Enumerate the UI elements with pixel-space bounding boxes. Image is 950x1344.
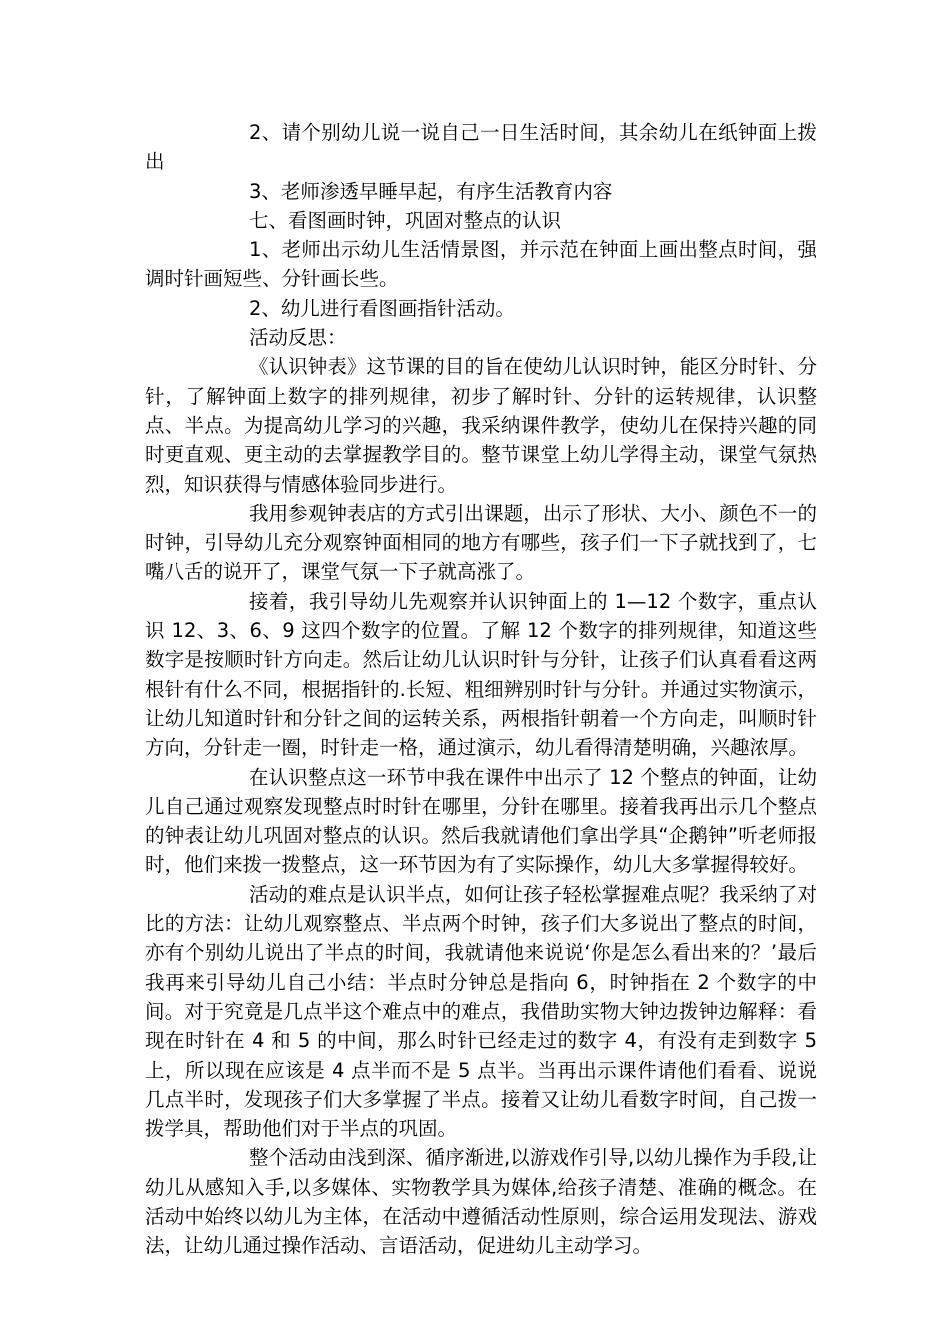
step-paragraph: 2、请个别幼儿说一说自己一日生活时间，其余幼儿在纸钟面上拨出 (145, 121, 817, 174)
step-paragraph: 3、老师渗透早睡早起，有序生活教育内容 (249, 179, 613, 203)
document-page (145, 118, 817, 1261)
body-paragraph: 《认识钟表》这节课的目的旨在使幼儿认识时钟，能区分时针、分针，了解钟面上数字的排列规律，初步了解时针、分针的运转规律，认识整点、半点。为提高幼儿学习的兴趣，我采纳课件教学，使幼儿在保持兴趣的同时更直观、更主动的去掌握教学目的。整节课堂上幼儿学得主动，课堂气氛热烈，知识获得与情感体验同步进行。 (145, 355, 817, 496)
section-heading: 七、看图画时钟，巩固对整点的认识 (249, 208, 562, 232)
body-paragraph: 活动的难点是认识半点，如何让孩子轻松掌握难点呢？我采纳了对比的方法：让幼儿观察整点、半点两个时钟，孩子们大多说出了整点的时间，亦有个别幼儿说出了半点的时间，我就请他来说说‘你是怎么看出来的？’最后我再来引导幼儿自己小结：半点时分钟总是指向 6，时钟指在 2 个数字的中间。对于究竟是几点半这个难点中的难点，我借助实物大钟边拨钟边解释：看现在时针在 4 和 5 的中间，那么时针已经走过的数字 4，有没有走到数字 5 上，所以现在应该是 4 点半而不是 5 点半。当再出示课件请他们看看、说说几点半时，发现孩子们大多掌握了半点。接着又让幼儿看数字时间，自己拨一拨学具，帮助他们对于半点的巩固。 (145, 882, 817, 1141)
body-paragraph: 在认识整点这一环节中我在课件中出示了 12 个整点的钟面，让幼儿自己通过观察发现整点时时针在哪里，分针在哪里。接着我再出示几个整点的钟表让幼儿巩固对整点的认识。然后我就请他们拿出学具“企鹅钟”听老师报时，他们来拨一拨整点，这一环节因为有了实际操作，幼儿大多掌握得较好。 (145, 765, 817, 877)
step-paragraph: 2、幼儿进行看图画指针活动。 (249, 296, 515, 320)
reflection-heading: 活动反思： (249, 326, 347, 350)
body-paragraph: 整个活动由浅到深、循序渐进,以游戏作引导,以幼儿操作为手段,让幼儿从感知入手,以多媒体、实物教学具为媒体,给孩子清楚、准确的概念。在活动中始终以幼儿为主体，在活动中遵循活动性原则，综合运用发现法、游戏法，让幼儿通过操作活动、言语活动，促进幼儿主动学习。 (145, 1146, 817, 1258)
body-paragraph: 接着，我引导幼儿先观察并认识钟面上的 1—12 个数字，重点认识 12、3、6、9 这四个数字的位置。了解 12 个数字的排列规律，知道这些数字是按顺时针方向走。然后让幼儿认识时针与分针，让孩子们认真看看这两根针有什么不同，根据指针的.长短、粗细辨别时针与分针。并通过实物演示，让幼儿知道时针和分针之间的运转关系，两根指针朝着一个方向走，叫顺时针方向，分针走一圈，时针走一格，通过演示，幼儿看得清楚明确，兴趣浓厚。 (145, 589, 817, 760)
body-paragraph: 我用参观钟表店的方式引出课题，出示了形状、大小、颜色不一的时钟，引导幼儿充分观察钟面相同的地方有哪些，孩子们一下子就找到了，七嘴八舌的说开了，课堂气氛一下子就高涨了。 (145, 501, 817, 584)
step-paragraph: 1、老师出示幼儿生活情景图，并示范在钟面上画出整点时间，强调时针画短些、分针画长些。 (145, 238, 817, 291)
